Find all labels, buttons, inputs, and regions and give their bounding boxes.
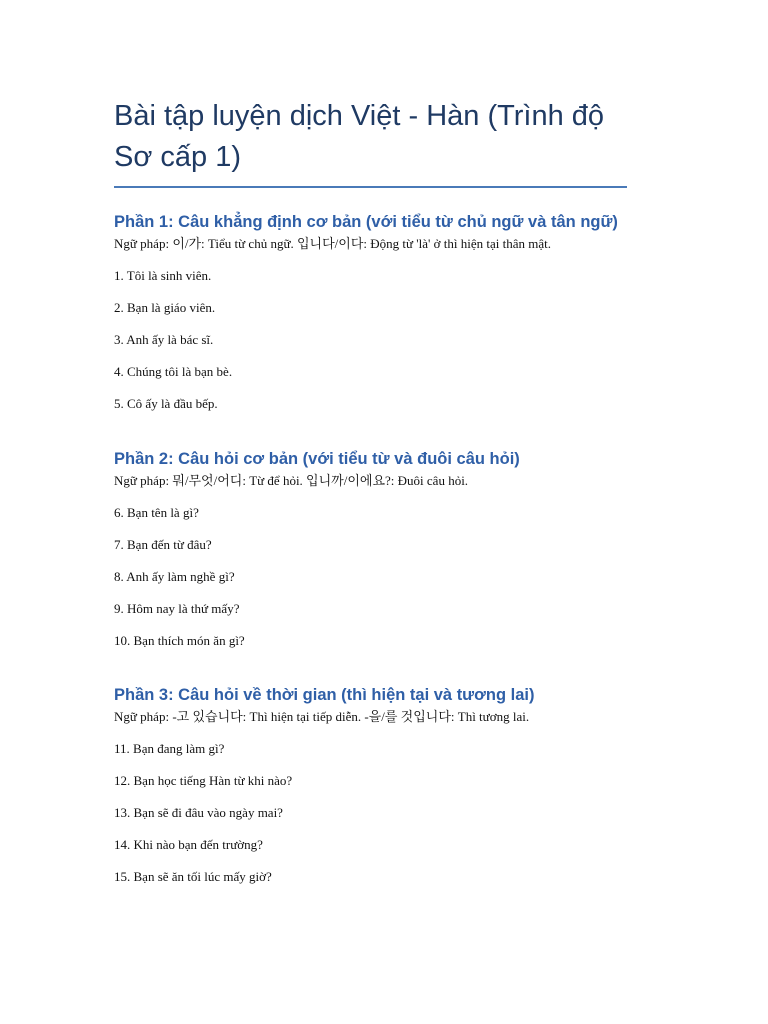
- list-item: 4. Chúng tôi là bạn bè.: [114, 364, 233, 379]
- list-item: 14. Khi nào bạn đến trường?: [114, 837, 263, 852]
- section-heading: Phần 1: Câu khẳng định cơ bản (với tiểu từ chủ ngữ và tân ngữ): [114, 213, 618, 231]
- section-heading: Phần 3: Câu hỏi về thời gian (thì hiện tại và tương lai): [114, 686, 535, 704]
- list-item: 5. Cô ấy là đầu bếp.: [114, 396, 218, 411]
- list-item: 1. Tôi là sinh viên.: [114, 268, 212, 283]
- exercise-list: [114, 267, 654, 412]
- list-item: 7. Bạn đến từ đâu?: [114, 537, 212, 552]
- list-item: 3. Anh ấy là bác sĩ.: [114, 332, 214, 347]
- list-item: 2. Bạn là giáo viên.: [114, 300, 216, 315]
- list-item: 13. Bạn sẽ đi đâu vào ngày mai?: [114, 805, 283, 820]
- page-title: Bài tập luyện dịch Việt - Hàn (Trình độ Sơ cấp 1): [114, 100, 605, 173]
- exercise-list: [114, 740, 654, 885]
- grammar-note: Ngữ pháp: 이/가: Tiểu từ chủ ngữ. 입니다/이다: Động từ 'là' ở thì hiện tại thân mật.: [114, 236, 551, 251]
- list-item: 15. Bạn sẽ ăn tối lúc mấy giờ?: [114, 869, 272, 884]
- grammar-note: Ngữ pháp: -고 있습니다: Thì hiện tại tiếp diễn. -을/를 것입니다: Thì tương lai.: [114, 709, 530, 724]
- list-item: 9. Hôm nay là thứ mấy?: [114, 601, 240, 616]
- list-item: 8. Anh ấy làm nghề gì?: [114, 569, 235, 584]
- exercise-list: [114, 504, 654, 649]
- title-divider: [114, 186, 627, 188]
- list-item: 11. Bạn đang làm gì?: [114, 741, 225, 756]
- list-item: 6. Bạn tên là gì?: [114, 505, 199, 520]
- section-3: [114, 684, 654, 885]
- section-2: [114, 448, 654, 649]
- list-item: 10. Bạn thích món ăn gì?: [114, 633, 245, 648]
- list-item: 12. Bạn học tiếng Hàn từ khi nào?: [114, 773, 293, 788]
- section-1: [114, 211, 654, 412]
- section-heading: Phần 2: Câu hỏi cơ bản (với tiểu từ và đuôi câu hỏi): [114, 450, 520, 468]
- grammar-note: Ngữ pháp: 뭐/무엇/어디: Từ để hỏi. 입니까/이에요?: Đuôi câu hỏi.: [114, 473, 469, 488]
- document-page: [114, 96, 626, 188]
